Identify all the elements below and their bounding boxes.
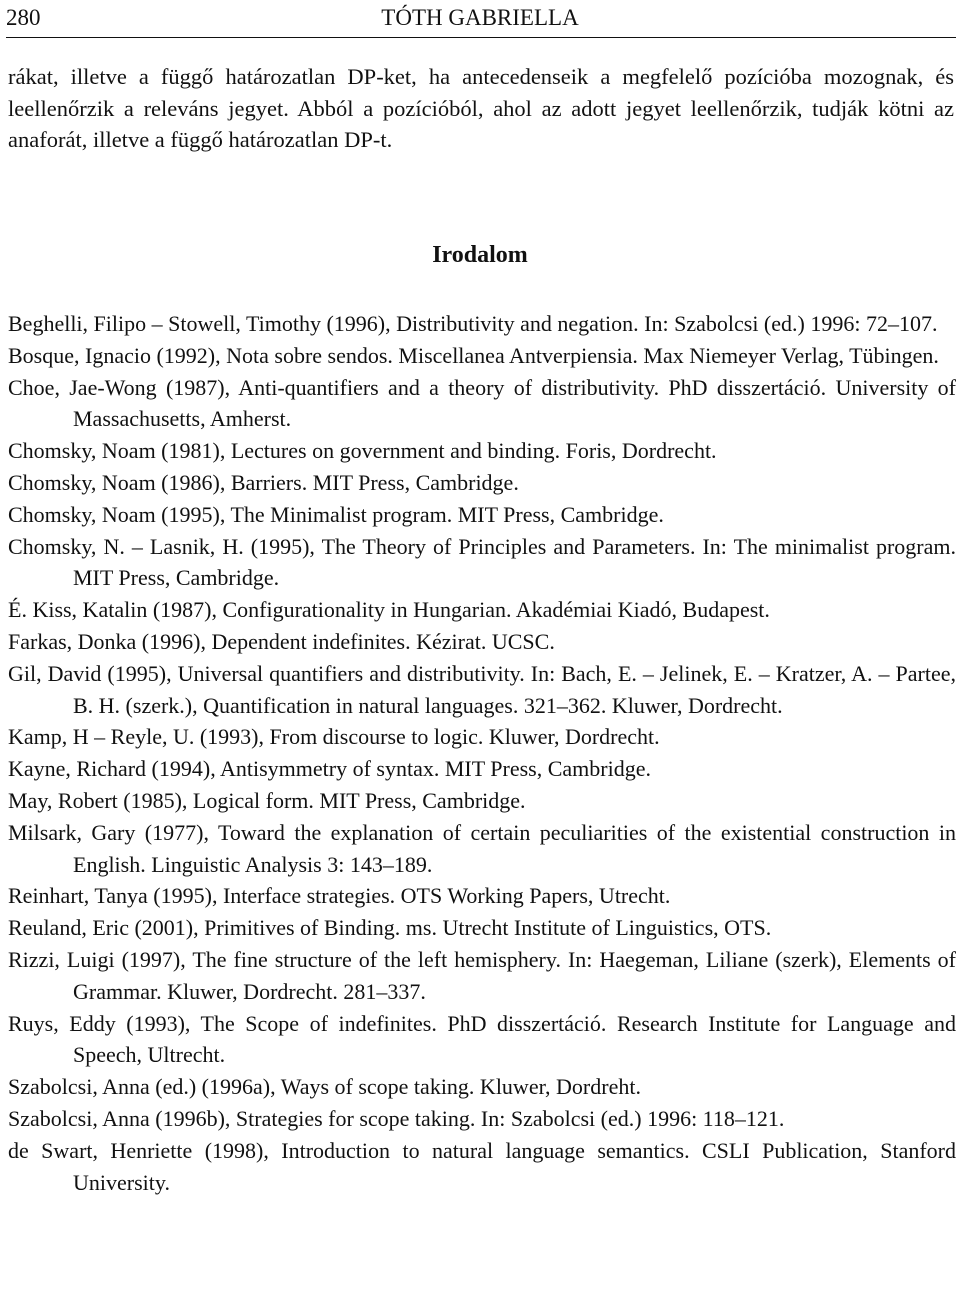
reference-item: Chomsky, Noam (1995), The Minimalist program. MIT Press, Cambridge. — [8, 501, 664, 527]
reference-item: É. Kiss, Katalin (1987), Configurationality in Hungarian. Akadémiai Kiadó, Budapest. — [8, 597, 770, 623]
running-head: TÓTH GABRIELLA — [381, 5, 579, 30]
reference-item: Chomsky, Noam (1981), Lectures on government and binding. Foris, Dordrecht. — [8, 438, 717, 464]
section-title: Irodalom — [432, 242, 528, 268]
reference-item: Ruys, Eddy (1993), The Scope of indefinites. PhD disszertáció. Research Institute for Language and Speech, Ultrecht. — [8, 1010, 956, 1068]
reference-item: Szabolcsi, Anna (ed.) (1996a), Ways of scope taking. Kluwer, Dordreht. — [8, 1074, 641, 1100]
intro-paragraph: rákat, illetve a függő határozatlan DP-ket, ha antecedenseik a megfelelő pozícióba mozognak, és leellenőrzik a releváns jegyet. Abból a pozícióból, ahol az adott jegyet leellenőrzik, tudják kötni az anaforát, illetve a függő határozatlan DP-t. — [8, 64, 954, 152]
reference-item: Rizzi, Luigi (1997), The fine structure of the left hemisphery. In: Haegeman, Liliane (szerk), Elements of Grammar. Kluwer, Dordrecht. 281–337. — [8, 946, 956, 1004]
reference-item: Chomsky, N. – Lasnik, H. (1995), The Theory of Principles and Parameters. In: The minimalist program. MIT Press, Cambridge. — [8, 533, 956, 591]
reference-item: Kamp, H – Reyle, U. (1993), From discourse to logic. Kluwer, Dordrecht. — [8, 724, 660, 750]
reference-item: Gil, David (1995), Universal quantifiers and distributivity. In: Bach, E. – Jelinek, E. – Kratzer, A. – Partee, B. H. (szerk.), Quantification in natural languages. 321–362. Kluwer, Dordrecht. — [8, 660, 956, 718]
reference-item: Chomsky, Noam (1986), Barriers. MIT Press, Cambridge. — [8, 469, 519, 495]
reference-item: Bosque, Ignacio (1992), Nota sobre sendos. Miscellanea Antverpiensia. Max Niemeyer Verlag, Tübingen. — [8, 342, 939, 368]
reference-item: de Swart, Henriette (1998), Introduction to natural language semantics. CSLI Publication, Stanford University. — [8, 1137, 956, 1195]
reference-item: Choe, Jae-Wong (1987), Anti-quantifiers and a theory of distributivity. PhD disszertáció. University of Massachusetts, Amherst. — [8, 374, 956, 432]
reference-list — [8, 308, 956, 1198]
reference-item: Beghelli, Filipo – Stowell, Timothy (1996), Distributivity and negation. In: Szabolcsi (ed.) 1996: 72–107. — [8, 311, 938, 336]
reference-item: Farkas, Donka (1996), Dependent indefinites. Kézirat. UCSC. — [8, 628, 555, 654]
header-rule — [6, 37, 956, 38]
reference-item: Reinhart, Tanya (1995), Interface strategies. OTS Working Papers, Utrecht. — [8, 883, 671, 909]
page-header — [0, 0, 960, 36]
reference-item: Kayne, Richard (1994), Antisymmetry of syntax. MIT Press, Cambridge. — [8, 756, 651, 782]
reference-item: Reuland, Eric (2001), Primitives of Binding. ms. Utrecht Institute of Linguistics, OTS. — [8, 915, 772, 941]
reference-item: May, Robert (1985), Logical form. MIT Press, Cambridge. — [8, 787, 526, 813]
reference-item: Milsark, Gary (1977), Toward the explanation of certain peculiarities of the existential construction in English. Linguistic Analysis 3: 143–189. — [8, 819, 956, 877]
page-number: 280 — [6, 5, 41, 30]
reference-item: Szabolcsi, Anna (1996b), Strategies for scope taking. In: Szabolcsi (ed.) 1996: 118–121. — [8, 1105, 785, 1131]
